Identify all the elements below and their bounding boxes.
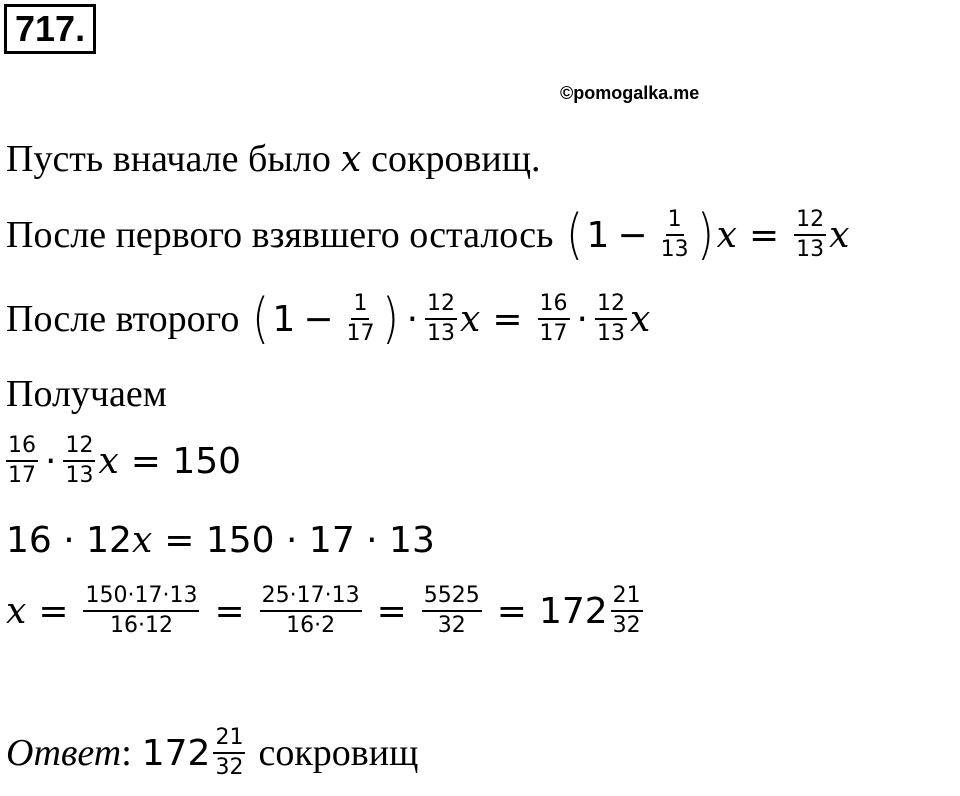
- answer-colon: :: [121, 732, 132, 774]
- fraction: [260, 583, 362, 639]
- fraction: [422, 583, 482, 639]
- paren-open: (: [252, 287, 270, 350]
- var-x: x: [98, 440, 119, 482]
- denominator: 32: [215, 755, 244, 780]
- fraction: [344, 291, 376, 347]
- denominator: 13: [596, 321, 625, 346]
- answer-unit: сокровищ: [258, 732, 419, 774]
- after-second-text: После второго: [6, 298, 240, 340]
- answer-label: Ответ: [6, 732, 122, 774]
- fraction: [83, 583, 199, 639]
- var-x: x: [6, 590, 27, 632]
- fraction: [538, 291, 570, 347]
- denominator: 16·2: [286, 613, 336, 638]
- numerator: 150·17·13: [83, 583, 199, 612]
- one: 1: [586, 214, 610, 256]
- numerator: 1: [351, 291, 369, 320]
- fraction: [659, 207, 691, 263]
- equation-1: [6, 428, 241, 494]
- var-x: x: [829, 214, 850, 256]
- numerator: 12: [63, 433, 95, 462]
- whole-part: 172: [538, 590, 608, 632]
- after-first-text: После первого взявшего осталось: [6, 214, 554, 256]
- var-x: x: [340, 138, 362, 180]
- fraction: [794, 207, 826, 263]
- equation-2: [6, 515, 435, 565]
- numerator: 21: [213, 725, 245, 754]
- var-x: x: [460, 298, 481, 340]
- numerator: 16: [6, 433, 38, 462]
- denominator: 13: [660, 237, 689, 262]
- rhs: = 150 · 17 · 13: [164, 519, 435, 561]
- line-after-second: [6, 286, 650, 352]
- numerator: 16: [538, 291, 570, 320]
- minus: −: [617, 214, 648, 256]
- var-x: x: [629, 298, 651, 340]
- equals: =: [38, 590, 69, 632]
- denominator: 32: [437, 613, 466, 638]
- numerator: 12: [425, 291, 457, 320]
- answer-whole: 172: [141, 732, 211, 774]
- denominator: 17: [8, 463, 36, 488]
- fraction: [425, 291, 457, 347]
- intro-text: Пусть вначале было: [6, 138, 331, 180]
- dot: ·: [576, 298, 588, 340]
- numerator: 25·17·13: [260, 583, 362, 612]
- paren-close: ): [696, 203, 714, 266]
- numerator: 5525: [422, 583, 482, 612]
- numerator: 12: [595, 291, 627, 320]
- minus: −: [303, 298, 334, 340]
- dot: ·: [45, 440, 57, 482]
- denominator: 13: [65, 463, 94, 488]
- fraction: [611, 583, 643, 639]
- answer-fraction: [213, 725, 245, 781]
- answer-line: [6, 718, 418, 788]
- denominator: 17: [539, 321, 568, 346]
- watermark: ©pomogalka.me: [560, 83, 700, 103]
- equals: =: [376, 590, 407, 632]
- denominator: 13: [427, 321, 456, 346]
- paren-close: ): [382, 287, 400, 350]
- equals: =: [748, 214, 780, 256]
- denominator: 17: [346, 321, 375, 346]
- we-get-text: Получаем: [6, 373, 167, 415]
- paren-open: (: [566, 203, 584, 266]
- fraction: [63, 433, 95, 489]
- var-x: x: [131, 519, 153, 561]
- equation-3: [6, 576, 646, 646]
- numerator: 21: [611, 583, 643, 612]
- one: 1: [272, 298, 296, 340]
- lhs: 16 · 12: [6, 519, 132, 561]
- equals: =: [214, 590, 245, 632]
- numerator: 12: [794, 207, 826, 236]
- fraction: [595, 291, 627, 347]
- denominator: 13: [796, 237, 825, 262]
- line-we-get: [6, 370, 167, 418]
- denominator: 32: [612, 613, 641, 638]
- line-after-first: [6, 202, 849, 268]
- intro-suffix: сокровищ.: [371, 138, 541, 180]
- rhs: = 150: [130, 440, 242, 482]
- problem-number: 717.: [4, 4, 96, 54]
- denominator: 16·12: [109, 613, 173, 638]
- var-x: x: [716, 214, 737, 256]
- line-intro: [6, 134, 541, 184]
- fraction: [6, 433, 38, 489]
- numerator: 1: [666, 207, 684, 236]
- equals: =: [492, 298, 523, 340]
- equals: =: [496, 590, 527, 632]
- dot: ·: [406, 298, 419, 340]
